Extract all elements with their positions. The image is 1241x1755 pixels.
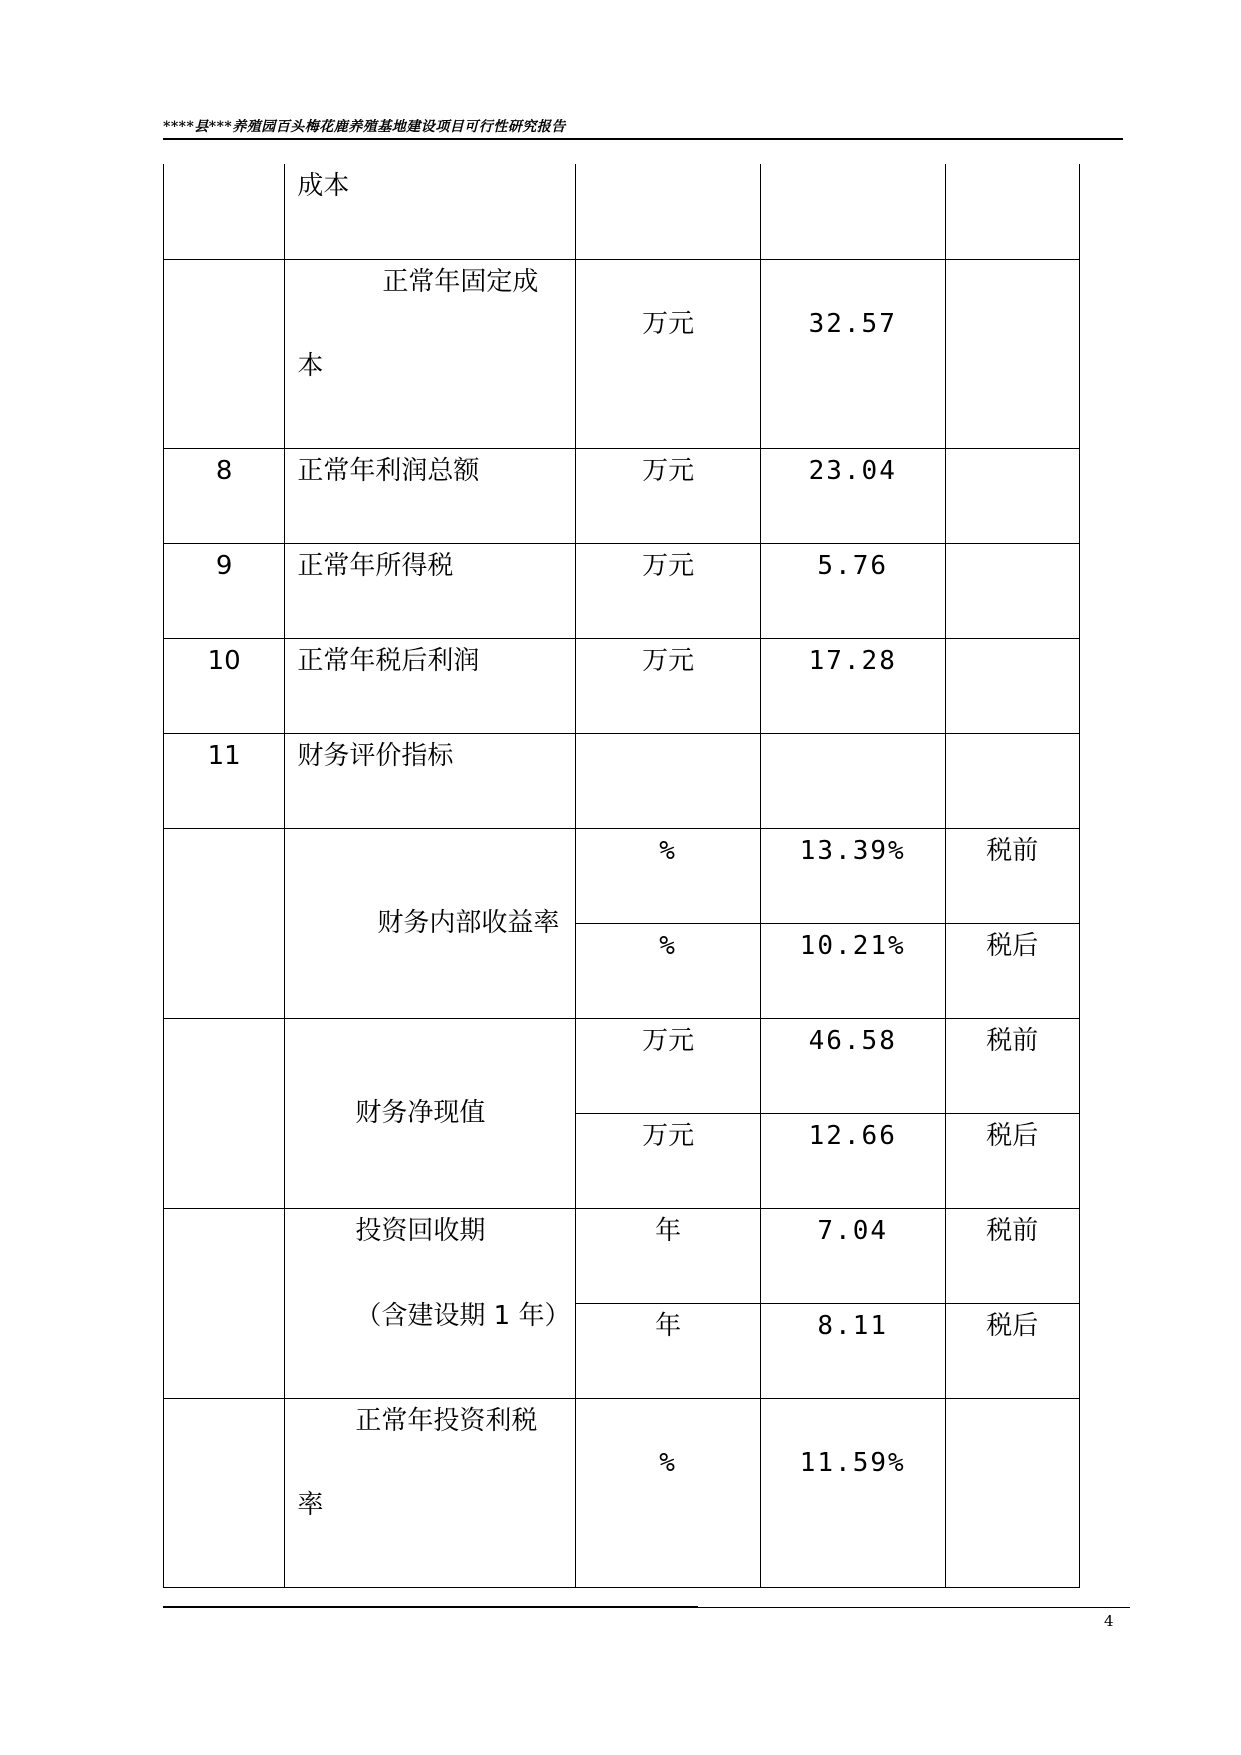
- row-number: 10: [164, 638, 285, 733]
- table-row: [164, 543, 1080, 638]
- table-row: [164, 1208, 1080, 1303]
- indicator-line: （含建设期 1 年）: [355, 1300, 571, 1331]
- unit-cell: %: [576, 828, 761, 923]
- table-row: [164, 1398, 1080, 1587]
- row-number: [164, 1208, 285, 1398]
- item-name: [285, 733, 576, 828]
- value-cell: 12.66: [760, 1113, 945, 1208]
- indicator-label: [285, 1208, 576, 1398]
- unit-cell: 万元: [576, 543, 761, 638]
- table-row: [164, 638, 1080, 733]
- indicator-line: 投资回收期: [355, 1215, 486, 1246]
- item-line: 本: [297, 350, 324, 381]
- value-cell: 5.76: [760, 543, 945, 638]
- indicator-line: 财务内部收益率: [377, 908, 560, 938]
- item-line: 率: [297, 1489, 324, 1520]
- item-line: 正常年税后利润: [297, 645, 480, 676]
- item-line: 财务评价指标: [297, 740, 454, 771]
- unit-cell: 年: [576, 1303, 761, 1398]
- value-cell: 32.57: [760, 259, 945, 448]
- table-row: [164, 733, 1080, 828]
- item-name: [285, 638, 576, 733]
- note-cell: 税后: [945, 1113, 1079, 1208]
- item-line: 成本: [297, 171, 350, 201]
- unit-cell: %: [576, 923, 761, 1018]
- note-cell: 税前: [945, 1018, 1079, 1113]
- value-cell: 11.59%: [760, 1398, 945, 1587]
- row-number: [164, 1398, 285, 1587]
- item-name: [285, 1398, 576, 1587]
- value-cell: 23.04: [760, 448, 945, 543]
- item-line: 正常年所得税: [297, 550, 454, 581]
- unit-cell: 万元: [576, 638, 761, 733]
- unit-cell: [576, 164, 761, 259]
- table-row: [164, 828, 1080, 923]
- row-number: 11: [164, 733, 285, 828]
- row-number: 8: [164, 448, 285, 543]
- row-number: [164, 259, 285, 448]
- row-number: [164, 1018, 285, 1208]
- indicator-label: [285, 828, 576, 1018]
- item-name: [285, 164, 576, 259]
- unit-cell: %: [576, 1398, 761, 1587]
- note-cell: [945, 733, 1079, 828]
- item-line: 正常年投资利税: [355, 1405, 538, 1436]
- note-cell: 税后: [945, 1303, 1079, 1398]
- indicator-line: 财务净现值: [355, 1098, 486, 1128]
- value-cell: 17.28: [760, 638, 945, 733]
- value-cell: 7.04: [760, 1208, 945, 1303]
- note-cell: [945, 164, 1079, 259]
- unit-cell: 万元: [576, 1018, 761, 1113]
- item-line: 正常年利润总额: [297, 455, 480, 486]
- item-name: [285, 543, 576, 638]
- unit-cell: 万元: [576, 259, 761, 448]
- note-cell: [945, 259, 1079, 448]
- table-row: [164, 448, 1080, 543]
- note-cell: [945, 638, 1079, 733]
- note-cell: [945, 1398, 1079, 1587]
- note-cell: [945, 543, 1079, 638]
- row-number: 9: [164, 543, 285, 638]
- unit-cell: 万元: [576, 448, 761, 543]
- item-name: [285, 448, 576, 543]
- note-cell: 税后: [945, 923, 1079, 1018]
- value-cell: 10.21%: [760, 923, 945, 1018]
- table-row: [164, 259, 1080, 448]
- value-cell: [760, 164, 945, 259]
- value-cell: [760, 733, 945, 828]
- item-line: 正常年固定成: [382, 266, 539, 297]
- footer-rule: [698, 1607, 1130, 1608]
- unit-cell: 年: [576, 1208, 761, 1303]
- table-row: [164, 164, 1080, 259]
- value-cell: 13.39%: [760, 828, 945, 923]
- unit-cell: [576, 733, 761, 828]
- table-row: [164, 1018, 1080, 1113]
- note-cell: 税前: [945, 828, 1079, 923]
- item-name: [285, 259, 576, 448]
- page-number: 4: [1104, 1612, 1114, 1630]
- footer-rule: [163, 1606, 698, 1608]
- header-rule: [163, 138, 1123, 140]
- indicator-label: [285, 1018, 576, 1208]
- page-header: ****县***养殖园百头梅花鹿养殖基地建设项目可行性研究报告: [163, 119, 566, 135]
- value-cell: 46.58: [760, 1018, 945, 1113]
- note-cell: [945, 448, 1079, 543]
- indicator-table: [163, 164, 1080, 1588]
- unit-cell: 万元: [576, 1113, 761, 1208]
- value-cell: 8.11: [760, 1303, 945, 1398]
- row-number: [164, 164, 285, 259]
- note-cell: 税前: [945, 1208, 1079, 1303]
- row-number: [164, 828, 285, 1018]
